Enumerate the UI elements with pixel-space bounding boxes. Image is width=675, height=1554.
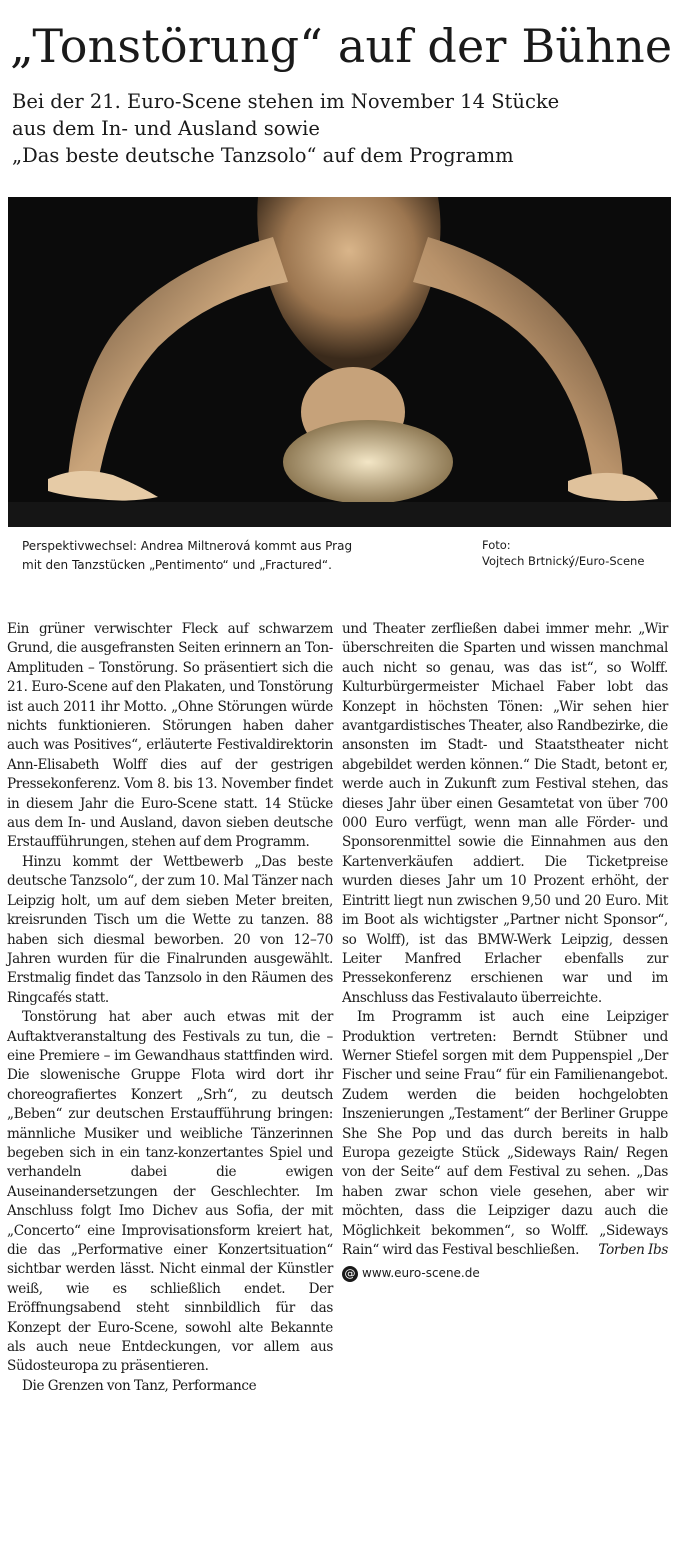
headline: „Tonstörung“ auf der Bühne xyxy=(10,19,673,73)
article-column-right xyxy=(342,620,668,1284)
photo-caption-line: Perspektivwechsel: Andrea Miltnerová kommt aus Prag xyxy=(22,539,353,553)
website-link[interactable]: www.euro-scene.de xyxy=(362,1266,480,1281)
body-paragraph: Tonstörung hat aber auch etwas mit der Auftaktveranstaltung des Festivals zu tun, die – eine Premiere – im Gewandhaus stattfinden wird. Die slowenische Gruppe Flota wird dort ihr choreografiertes Konzert „Srh“, zu deutsch „Beben“ zur deutschen Erstaufführung bringen: männliche Musiker und weibliche Tänzerinnen begeben sich in ein tanz-konzertantes Spiel und verhandeln dabei die ewigen Auseinandersetzungen der Geschlechter. Im Anschluss folgt Imo Dichev aus Sofia, der mit „Concerto“ eine Improvisationsform kreiert hat, die das „Performative einer Konzertsituation“ sichtbar werden lässt. Nicht einmal der Künstler weiß, wie es schließlich endet. Der Eröffnungsabend steht sinnbildlich für das Konzept der Euro-Scene, sowohl alte Bekannte als auch neue Entdeckungen, vor allem aus Südosteuropa zu präsentieren. xyxy=(7,1009,333,1375)
article-column-left xyxy=(7,620,333,1396)
website-reference xyxy=(342,1264,668,1283)
subheadline xyxy=(12,88,667,169)
photo-caption xyxy=(22,537,462,575)
photo-credit-line: Vojtech Brtnický/Euro-Scene xyxy=(482,554,645,568)
subheadline-line: Bei der 21. Euro-Scene stehen im November 14 Stücke xyxy=(12,90,560,113)
body-paragraph: Ein grüner verwischter Fleck auf schwarzem Grund, die ausgefransten Seiten erinnern an Ton-Amplituden – Tonstörung. So präsentiert sich die 21. Euro-Scene auf den Plakaten, und Tonstörung ist auch 2011 ihr Motto. „Ohne Störungen würde nichts funktionieren. Störungen haben daher auch was Positives“, erläuterte Festivaldirektorin Ann-Elisabeth Wolff dies auf der gestrigen Pressekonferenz. Vom 8. bis 13. November findet in diesem Jahr die Euro-Scene statt. 14 Stücke aus dem In- und Ausland, davon sieben deutsche Erstaufführungen, stehen auf dem Programm. xyxy=(7,621,333,851)
photo-credit-line: Foto: xyxy=(482,538,511,552)
dancer-photo-illustration xyxy=(8,197,671,527)
subheadline-line: „Das beste deutsche Tanzsolo“ auf dem Programm xyxy=(12,144,514,167)
at-sign-icon: @ xyxy=(342,1266,358,1282)
body-paragraph: Hinzu kommt der Wettbewerb „Das beste deutsche Tanzsolo“, der zum 10. Mal Tänzer nach Leipzig holt, um auf dem sieben Meter breiten, kreisrunden Tisch um die Wette zu tanzen. 88 haben sich diesmal beworben. 20 von 12–70 Jahren wurden für die Finalrunden ausgewählt. Erstmalig findet das Tanzsolo in den Räumen des Ringcafés statt. xyxy=(7,853,333,1006)
body-paragraph: Im Programm ist auch eine Leipziger Produktion vertreten: Berndt Stübner und Werner Stiefel sorgen mit dem Puppenspiel „Der Fischer und seine Frau“ für ein Familienangebot. Zudem werden die beiden hochgelobten Inszenierungen „Testament“ der Berliner Gruppe She She Pop und das durch bereits in halb Europa gezeigte Stück „Sideways Rain/ Regen von der Seite“ auf dem Festival zu sehen. „Das haben zwar schon viele gesehen, aber wir möchten, dass die Leipziger dazu auch die Möglichkeit bekommen“, so Wolff. „Sideways Rain“ wird das Festival beschließen. xyxy=(342,1009,668,1258)
photo-credit xyxy=(482,537,672,569)
dancer-photo xyxy=(8,197,671,527)
body-paragraph: und Theater zerfließen dabei immer mehr. „Wir überschreiten die Sparten und wissen manchmal auch nicht so genau, was das ist“, so Wolff. Kulturbürgermeister Michael Faber lobt das Konzept in höchsten Tönen: „Wir sehen hier avantgardistisches Theater, also Randbezirke, die ansonsten im Stadt- und Staatstheater nicht abgebildet werden können.“ Die Stadt, betont er, werde auch in Zukunft zum Festival stehen, das dieses Jahr über einen Gesamtetat von über 700 000 Euro verfügt, wenn man alle Förder- und Sponsorenmittel sowie die Einnahmen aus den Kartenverkäufen addiert. Die Ticketpreise wurden dieses Jahr um 10 Prozent erhöht, der Eintritt liegt nun zwischen 9,50 und 20 Euro. Mit im Boot als wichtigster „Partner nicht Sponsor“, so Wolff), ist das BMW-Werk Leipzig, dessen Leiter Manfred Erlacher ebenfalls zur Pressekonferenz erschienen war und im Anschluss das Festivalauto überreichte. xyxy=(342,621,668,1006)
body-paragraph: Die Grenzen von Tanz, Performance xyxy=(22,1377,257,1394)
subheadline-line: aus dem In- und Ausland sowie xyxy=(12,117,320,140)
author-byline: Torben Ibs xyxy=(598,1242,668,1259)
photo-caption-line: mit den Tanzstücken „Pentimento“ und „Fractured“. xyxy=(22,558,332,572)
